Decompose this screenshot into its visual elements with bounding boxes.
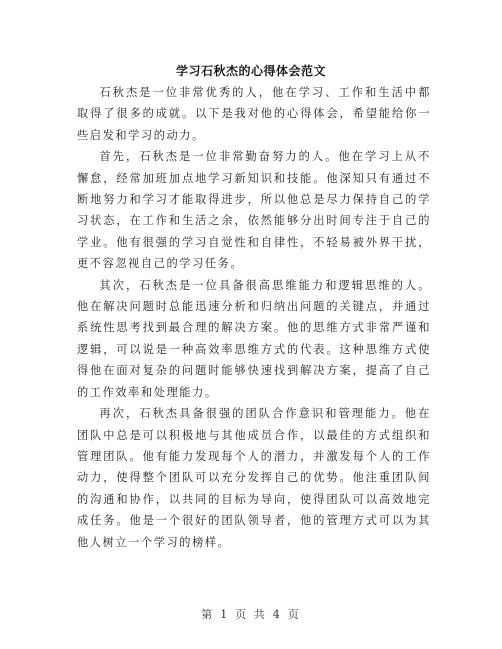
footer-middle: 页 共	[235, 608, 267, 621]
footer-page-total: 4	[272, 608, 282, 621]
paragraph-second: 其次，石秋杰是一位具备很高思维能力和逻辑思维的人。他在解决问题时总能迅速分析和归纳出问题的关键点，并通过系统性思考找到最合理的解决方案。他的思维方式非常严谨和逻辑，可以说是一种高效率思维方式的代表。这种思维方式使得他在面对复杂的问题时能够快速找到解决方案，提高了自己的工作效率和处理能力。	[77, 278, 431, 399]
footer-suffix: 页	[287, 608, 301, 621]
paragraph-intro: 石秋杰是一位非常优秀的人，他在学习、工作和生活中都取得了很多的成就。以下是我对他的心得体会，希望能给你一些启发和学习的动力。	[77, 86, 431, 142]
document-body	[77, 82, 431, 553]
footer-page-current: 1	[220, 608, 230, 621]
paragraph-first: 首先，石秋杰是一位非常勤奋努力的人。他在学习上从不懈怠，经常加班加点地学习新知识和技能。他深知只有通过不断地努力和学习才能取得进步，所以他总是尽力保持自己的学习状态，在工作和生活之余，依然能够分出时间专注于自己的学业。他有很强的学习自觉性和自律性，不轻易被外界干扰，更不容忽视自己的学习任务。	[77, 150, 431, 271]
document-title: 学习石秋杰的心得体会范文	[175, 64, 326, 78]
footer-prefix: 第	[201, 608, 215, 621]
page-footer	[0, 606, 502, 622]
paragraph-third: 再次，石秋杰具备很强的团队合作意识和管理能力。他在团队中总是可以积极地与其他成员合作，以最佳的方式组织和管理团队。他有能力发现每个人的潜力，并激发每个人的工作动力，使得整个团队可以充分发挥自己的优势。他注重团队间的沟通和协作，以共同的目标为导向，使得团队可以高效地完成任务。他是一个很好的团队领导者，他的管理方式可以为其他人树立一个学习的榜样。	[77, 407, 431, 549]
